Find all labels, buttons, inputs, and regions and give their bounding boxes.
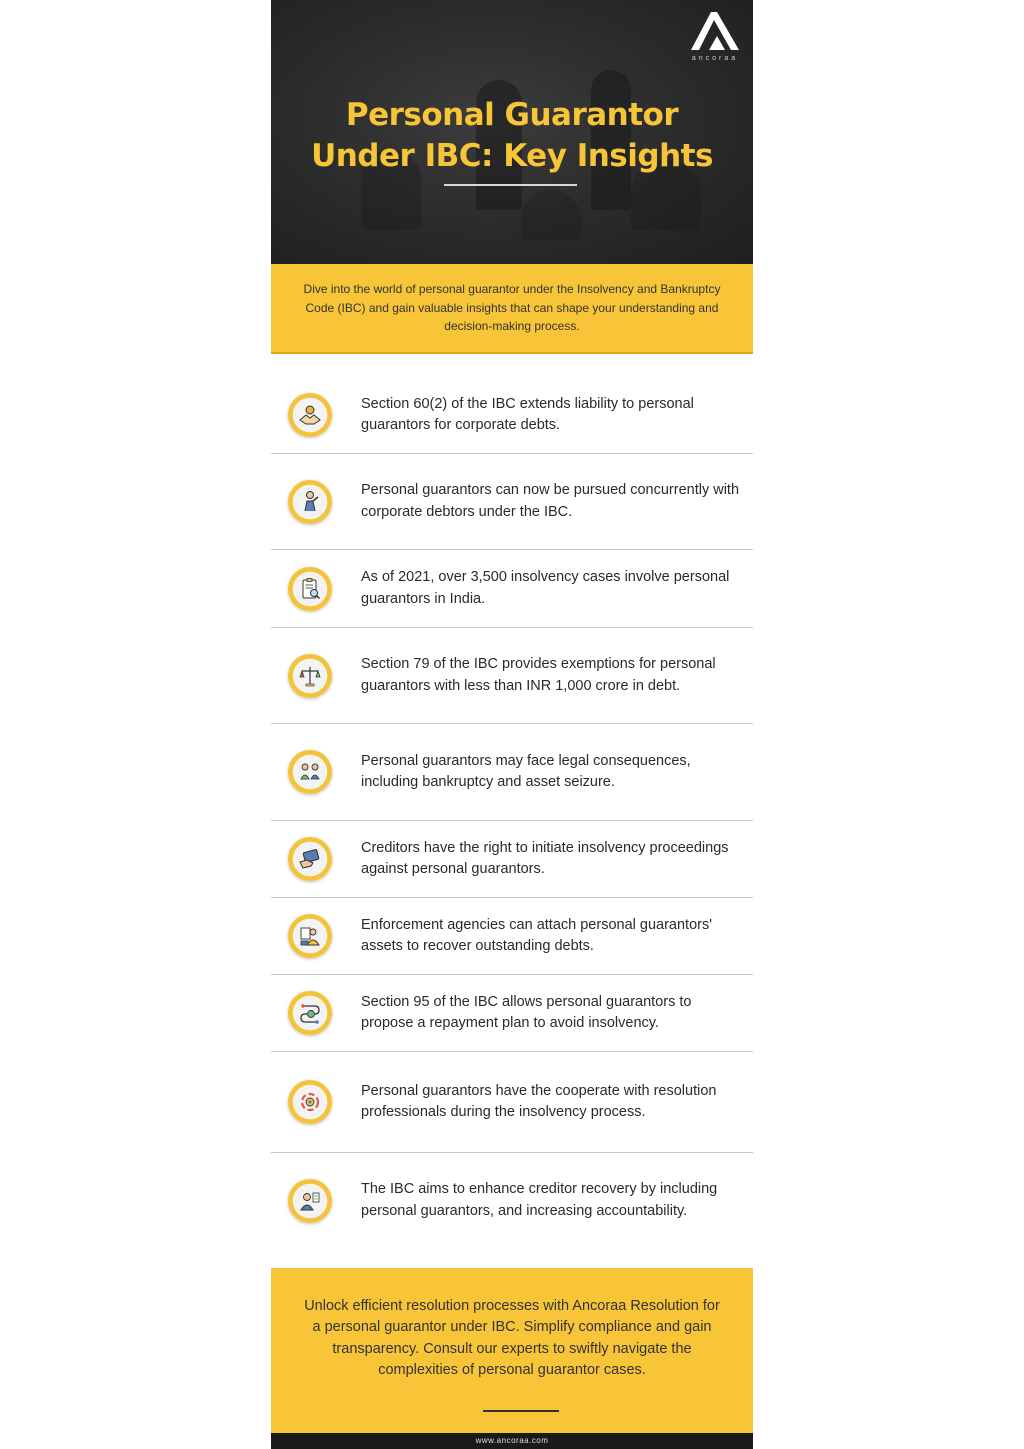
- fact-item: [271, 724, 753, 821]
- clipboard-search-icon: [288, 567, 332, 611]
- fact-item: [271, 898, 753, 975]
- logo-mark-icon: [687, 8, 743, 52]
- page-title: [271, 95, 753, 177]
- fact-text: Personal guarantors may face legal consequences, including bankruptcy and asset seizure.: [361, 752, 691, 790]
- intro-banner: [271, 264, 753, 354]
- footer-bar: [271, 1433, 753, 1449]
- infographic-sheet: [271, 0, 753, 1449]
- fact-text: As of 2021, over 3,500 insolvency cases involve personal guarantors in India.: [361, 569, 730, 607]
- fact-text: The IBC aims to enhance creditor recovery by including personal guarantors, and increasing accountability.: [361, 1181, 718, 1219]
- logo-wordmark: ancoraa: [691, 55, 739, 62]
- fact-item: [271, 550, 753, 628]
- website-link[interactable]: www.ancoraa.com: [475, 1436, 549, 1445]
- fact-text: Section 60(2) of the IBC extends liability to personal guarantors for corporate debts.: [361, 395, 694, 433]
- fact-item: [271, 975, 753, 1052]
- repayment-plan-icon: [288, 991, 332, 1035]
- fact-item: [271, 454, 753, 550]
- fact-text: Enforcement agencies can attach personal guarantors' assets to recover outstanding debts.: [361, 916, 712, 954]
- professional-accountability-icon: [288, 1179, 332, 1223]
- cta-text: Unlock efficient resolution processes with Ancoraa Resolution for a personal guarantor under IBC. Simplify compliance and gain transparency. Consult our experts to swiftly navigate the complexities of personal guarantor cases.: [304, 1298, 720, 1378]
- cta-banner: [271, 1268, 753, 1433]
- handshake-icon: [288, 393, 332, 437]
- page-title-line-2: Under IBC: Key Insights: [311, 138, 713, 174]
- fact-text: Personal guarantors have the cooperate with resolution professionals during the insolvency process.: [361, 1082, 717, 1120]
- fact-text: Personal guarantors can now be pursued concurrently with corporate debtors under the IBC.: [361, 482, 740, 520]
- fact-text: Section 79 of the IBC provides exemptions for personal guarantors with less than INR 1,000 crore in debt.: [361, 656, 716, 694]
- agent-assets-icon: [288, 914, 332, 958]
- scales-icon: [288, 654, 332, 698]
- hero-banner: [271, 0, 753, 264]
- fact-text: Creditors have the right to initiate insolvency proceedings against personal guarantors.: [361, 839, 729, 877]
- fact-item: [271, 821, 753, 898]
- fact-item: [271, 1153, 753, 1248]
- intro-text: Dive into the world of personal guarantor under the Insolvency and Bankruptcy Code (IBC) and gain valuable insights that can shape your understanding and decision-making process.: [303, 282, 721, 334]
- fact-item: [271, 377, 753, 454]
- title-underline: [444, 184, 577, 186]
- hand-card-icon: [288, 837, 332, 881]
- page-title-line-1: Personal Guarantor: [345, 97, 679, 133]
- fact-text: Section 95 of the IBC allows personal guarantors to propose a repayment plan to avoid insolvency.: [361, 993, 692, 1031]
- fact-item: [271, 628, 753, 724]
- fact-item: [271, 1052, 753, 1153]
- cooperation-gears-icon: [288, 1080, 332, 1124]
- person-pursue-icon: [288, 480, 332, 524]
- legal-people-icon: [288, 750, 332, 794]
- cta-underline: [483, 1410, 559, 1412]
- brand-logo: [683, 8, 747, 68]
